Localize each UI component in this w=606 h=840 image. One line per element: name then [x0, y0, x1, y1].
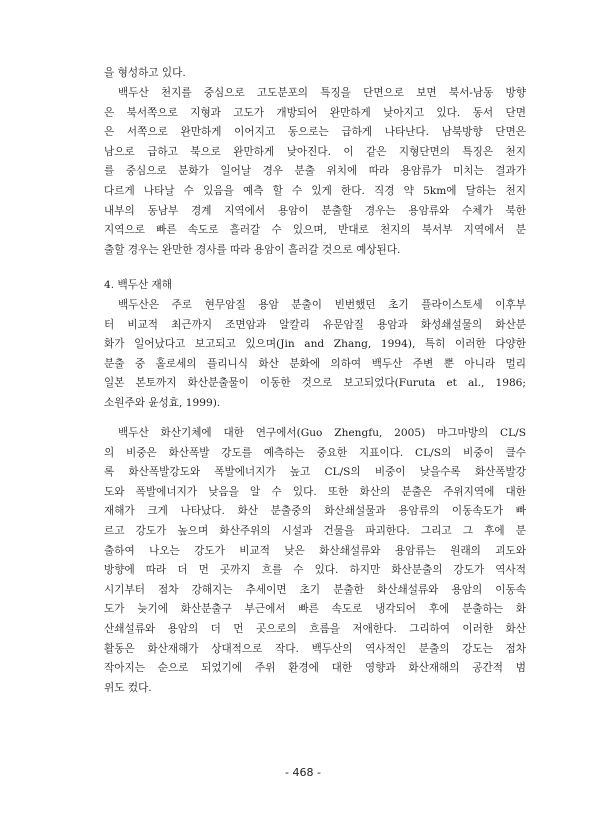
section-heading — [104, 276, 526, 296]
text-line: 를 중심으로 분화가 일어날 경우 분출 위치에 따라 용암류가 미치는 결과가 — [104, 165, 526, 178]
text-line: 방향에 따라 더 먼 곳까지 흐를 수 있다. 하지만 화산분출의 강도가 역사적 — [104, 564, 526, 577]
section-heading-text: 4. 백두산 재해 — [104, 279, 173, 291]
text-line: 은 서쪽으로 완만하게 이어지고 동으로는 급하게 나타난다. 남북방향 단면은 — [104, 126, 526, 139]
text-line: 소원주와 윤성효, 1999). — [104, 396, 221, 409]
text-line: 일본 본토까지 화산분출물이 이동한 것으로 보고되었다(Furuta et al., 1986; — [104, 377, 526, 390]
text-line: 산쇄설류와 용암의 더 먼 곳으로의 흐름을 저애한다. 그리하여 이러한 화산 — [104, 622, 526, 635]
text-line: 도가 늦기에 화산분출구 부근에서 빠른 속도로 냉각되어 후에 분출하는 화 — [104, 603, 526, 616]
text-line: 은 북서쪽으로 지형과 고도가 개방되어 완만하게 낮아지고 있다. 동서 단면 — [104, 106, 526, 119]
text-line: 내부의 동남부 경계 지역에서 용암이 분출할 경우는 용암류와 수체가 북한 — [104, 204, 526, 217]
text-line: 백두산은 주로 현무암질 용암 분출이 빈번했던 초기 플라이스토세 이후부 — [118, 299, 526, 311]
text-line: 활동은 화산재해가 상대적으로 작다. 백두산의 역사적인 분출의 강도는 점차 — [104, 642, 526, 655]
paragraph-volcanic-gas — [104, 424, 526, 698]
text-line: 도와 폭발에너지가 낮음을 알 수 있다. 또한 화산의 분출은 주위지역에 대한 — [104, 485, 526, 498]
text-line: 백두산 천지를 중심으로 고도분포의 특징을 단면으로 보면 북서-남동 방향 — [118, 87, 526, 99]
text-line: 을 형성하고 있다. — [104, 67, 186, 79]
text-line: 출하여 나오는 강도가 비교적 낮은 화산쇄설류와 용암류는 원래의 괴도와 — [104, 544, 526, 557]
text-line: 남으로 급하고 북으로 완만하게 낮아진다. 이 같은 지형단면의 특징은 천지 — [104, 145, 526, 158]
text-line: 백두산 화산기체에 대한 연구에서(Guo Zhengfu, 2005) 마그마방의 CL/S — [118, 427, 526, 439]
text-line: 재해가 크게 나타났다. 화산 분출중의 화산쇄설물과 용암류의 이동속도가 빠 — [104, 505, 526, 518]
text-line: 작아지는 순으로 되었기에 주위 환경에 대한 영향과 화산재해의 공간적 범 — [104, 662, 526, 675]
text-line: 분출 중 홀로세의 플리니식 화산 분화에 의하여 백두산 주변 뿐 아니라 멀리 — [104, 357, 526, 370]
text-line: 시기부터 점차 강해지는 추세이면 초기 분출한 화산쇄설류와 용암의 이동속 — [104, 583, 526, 596]
text-line: 르고 강도가 높으며 화산주위의 시설과 건물을 파괴한다. 그리고 그 후에 분 — [104, 524, 526, 537]
text-line: 의 비중은 화산폭발 강도를 예측하는 중요한 지표이다. CL/S의 비중이 클수 — [104, 446, 526, 459]
text-line: 지역으로 빠른 속도로 흘러갈 수 있으며, 반대로 천지의 북서부 지역에서 분 — [104, 224, 526, 237]
paragraph-terrain-profile — [104, 84, 526, 260]
text-line: 화가 일어났다고 보고되고 있으며(Jin and Zhang, 1994), 특히 이러한 다양한 — [104, 338, 526, 351]
text-line: 위도 컸다. — [104, 681, 152, 694]
paragraph-eruption-history — [104, 296, 526, 414]
text-line: 출할 경우는 완만한 경사를 따라 용암이 흘러갈 것으로 예상된다. — [104, 243, 401, 256]
text-line: 터 비교적 최근까지 조면암과 알칼리 유문암질 용암과 화성쇄설물의 화산분 — [104, 318, 526, 331]
paragraph-continuation — [104, 64, 526, 84]
text-line: 다르게 나타날 수 있음을 예측 할 수 있게 한다. 직경 약 5km에 달하는 천지 — [104, 184, 526, 197]
text-line: 록 화산폭발강도와 폭발에너지가 높고 CL/S의 비중이 낮을수록 화산폭발강 — [104, 466, 526, 479]
page-number: - 468 - — [285, 766, 321, 779]
